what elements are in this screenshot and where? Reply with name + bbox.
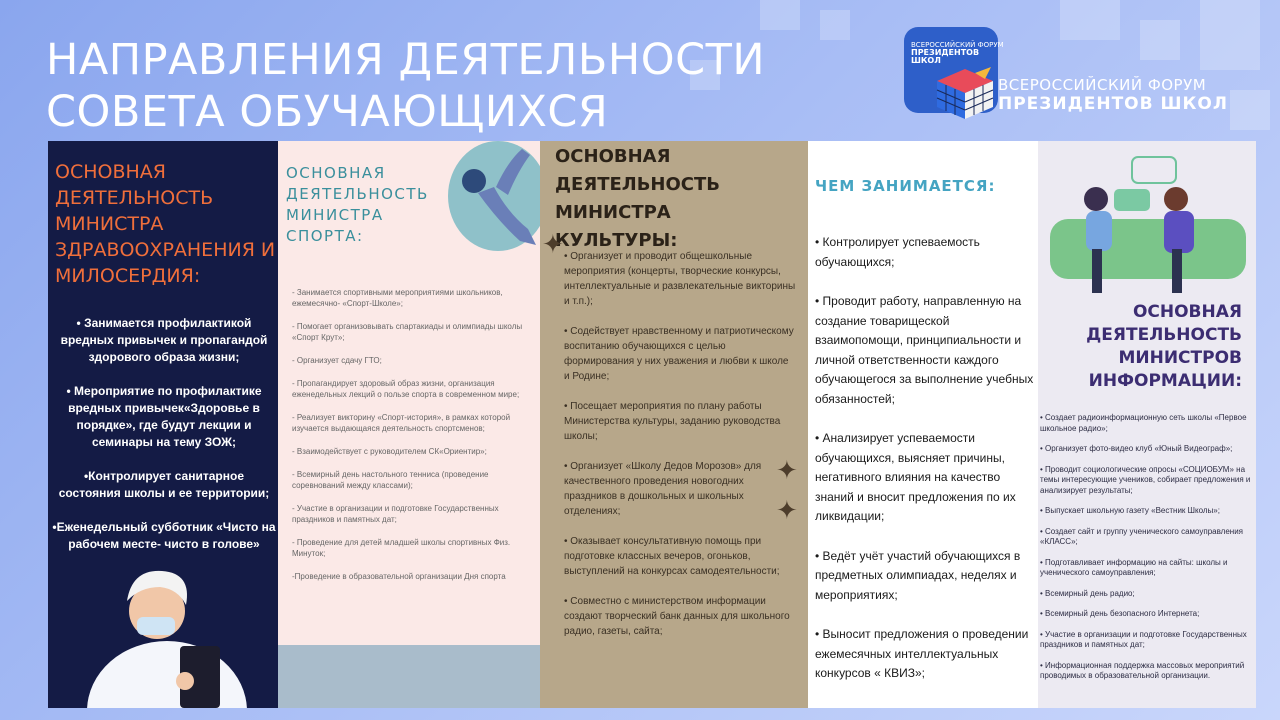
list-item: • Организует «Школу Дедов Морозов» для качественного проведения новогодних праздников в дошкольных и школьных отделениях; — [564, 461, 762, 517]
panel-culture-minister — [540, 141, 808, 708]
list-item: • Проводит социологические опросы «СОЦИОБУМ» на темы интересующие учеников, собирает предложения и анализирует результаты; — [1040, 464, 1251, 495]
list-item: • Анализирует успеваемости обучающихся, выясняет причины, негативного влияния на качество знаний и вносит предложения по их ликвидации; — [815, 431, 1016, 523]
list-item: • Создает радиоинформационную сеть школы «Первое школьное радио»; — [1040, 413, 1247, 433]
panel-sport-minister — [278, 141, 540, 708]
list-item: • Ведёт учёт участий обучающихся в предметных олимпиадах, неделях и мероприятиях; — [815, 548, 1021, 602]
yoga-figure-icon — [438, 141, 540, 251]
logo-small-line-3: ШКОЛ — [911, 56, 941, 65]
list-item: - Всемирный день настольного тенниса (проведение соревнований между классами); — [292, 470, 489, 490]
logo-small-line-2: ПРЕЗИДЕНТОВ — [911, 48, 980, 57]
conversation-illustration-icon — [1048, 149, 1248, 299]
forum-logo-text — [998, 76, 1228, 114]
panel-list — [52, 315, 276, 570]
list-item: • Посещает мероприятия по плану работы Министерства культуры, заданию руководства школы; — [564, 401, 781, 442]
doctor-illustration-icon — [82, 561, 252, 708]
list-item: • Организует и проводит общешкольные мероприятия (концерты, творческие конкурсы, интеллектуальные и развлекательные викторины и т.п.); — [564, 251, 796, 307]
list-item: - Помогает организовывать спартакиады и олимпиады школы «Спорт Крут»; — [292, 322, 523, 342]
decor-square — [760, 0, 800, 30]
panel-list — [564, 249, 796, 654]
decor-square — [1140, 20, 1180, 60]
list-item: • Занимается профилактикой вредных привычек и пропагандой здорового образа жизни; — [60, 316, 268, 364]
decor-square — [820, 10, 850, 40]
list-item: - Взаимодействует с руководителем СК«Ориентир»; — [292, 447, 487, 456]
list-item: - Организует сдачу ГТО; — [292, 356, 382, 365]
list-item: • Информационная поддержка массовых мероприятий проводимых в образовательной организации. — [1040, 660, 1245, 680]
list-item: - Занимается спортивными мероприятиями школьников, ежемесячно- «Спорт-Школе»; — [292, 288, 503, 308]
title-line-1: НАПРАВЛЕНИЯ ДЕЯТЕЛЬНОСТИ — [46, 35, 766, 85]
list-item: • Совместно с министерством информации создают творческий банк данных для школьного радио, газеты, сайта; — [564, 596, 790, 637]
list-item: • Участие в организации и подготовке Государственных праздников и памятных дат; — [1040, 629, 1247, 649]
list-item: -Проведение в образовательной организации Дня спорта — [292, 572, 506, 581]
decor-square — [1230, 90, 1270, 130]
sparkle-icon: ✦ — [542, 229, 564, 259]
list-item: • Организует фото-видео клуб «Юный Видеограф»; — [1040, 444, 1233, 453]
panel-list — [815, 233, 1037, 704]
decor-square — [1200, 0, 1260, 70]
list-item: • Содействует нравственному и патриотическому воспитанию обучающихся с целью формирования у них уважения и любви к школе и Родине; — [564, 326, 794, 382]
list-item: - Участие в организации и подготовке Государственных праздников и памятных дат; — [292, 504, 499, 524]
panel-heading: ЧЕМ ЗАНИМАЕТСЯ: — [815, 177, 996, 195]
list-item: •Контролирует санитарное состояния школы и ее территории; — [58, 469, 270, 500]
decor-square — [1060, 0, 1120, 40]
panel-education-minister — [808, 141, 1038, 708]
list-item: - Проведение для детей младшей школы спортивных Физ. Минуток; — [292, 538, 511, 558]
title-line-2: СОВЕТА ОБУЧАЮЩИХСЯ — [46, 87, 609, 137]
list-item: • Создает сайт и группу ученического самоуправления «КЛАСС»; — [1040, 526, 1244, 546]
list-item: • Контролирует успеваемость обучающихся; — [815, 235, 980, 269]
logo-big-line-2: ПРЕЗИДЕНТОВ ШКОЛ — [998, 94, 1228, 114]
panel-heading: ОСНОВНАЯ ДЕЯТЕЛЬНОСТЬ МИНИСТРА ЗДРАВООХРАНЕНИЯ И МИЛОСЕРДИЯ: — [55, 161, 276, 287]
sparkle-icon: ✦ — [776, 495, 798, 525]
panel-heading: ОСНОВНАЯ ДЕЯТЕЛЬНОСТЬ МИНИСТРА КУЛЬТУРЫ: — [555, 146, 721, 251]
panel-bottom-band — [278, 645, 540, 708]
panel-heading: ОСНОВНАЯ ДЕЯТЕЛЬНОСТЬ МИНИСТРОВ ИНФОРМАЦИИ: — [1086, 302, 1242, 391]
list-item: • Всемирный день безопасного Интернета; — [1040, 609, 1200, 618]
sparkle-icon: ✦ — [776, 455, 798, 485]
list-item: • Выносит предложения о проведении ежемесячных интеллектуальных конкурсов « КВИЗ»; — [815, 627, 1029, 680]
panel-information-minister — [1038, 141, 1256, 708]
list-item: • Подготавливает информацию на сайты: школы и ученического самоуправления; — [1040, 557, 1228, 577]
list-item: • Проводит работу, направленную на создание товарищеской взаимопомощи, принципиальности и личной ответственности каждого обучающегося за выполнение учебных обязанностей; — [815, 294, 1034, 406]
list-item: - Реализует викторину «Спорт-история», в рамках которой изучается выдающаяся деятельность спортсменов; — [292, 413, 511, 433]
panel-heading: ОСНОВНАЯ ДЕЯТЕЛЬНОСТЬ МИНИСТРА СПОРТА: — [286, 164, 429, 245]
forum-logo-small-text — [911, 41, 1004, 65]
logo-small-line-1: ВСЕРОССИЙСКИЙ ФОРУМ — [911, 41, 1004, 49]
list-item: • Мероприятие по профилактике вредных привычек«Здоровье в порядке», где будут лекции и семинары на тему ЗОЖ; — [66, 384, 262, 449]
list-item: • Оказывает консультативную помощь при подготовке классных вечеров, огоньков, выступлений на конкурсах самодеятельности; — [564, 536, 780, 577]
list-item: • Всемирный день радио; — [1040, 588, 1135, 598]
rubik-cube-icon — [935, 67, 995, 121]
page-title — [46, 34, 765, 138]
list-item: • Выпускает школьную газету «Вестник Школы»; — [1040, 506, 1220, 515]
logo-big-line-1: ВСЕРОССИЙСКИЙ ФОРУМ — [998, 76, 1207, 94]
panel-health-minister — [48, 141, 278, 708]
panel-list — [1040, 413, 1254, 692]
list-item: •Еженедельный субботник «Чисто на рабочем месте- чисто в голове» — [52, 520, 276, 551]
list-item: - Пропагандирует здоровый образ жизни, организация еженедельных лекций о пользе спорта в современном мире; — [292, 379, 520, 399]
panel-list — [292, 287, 532, 594]
